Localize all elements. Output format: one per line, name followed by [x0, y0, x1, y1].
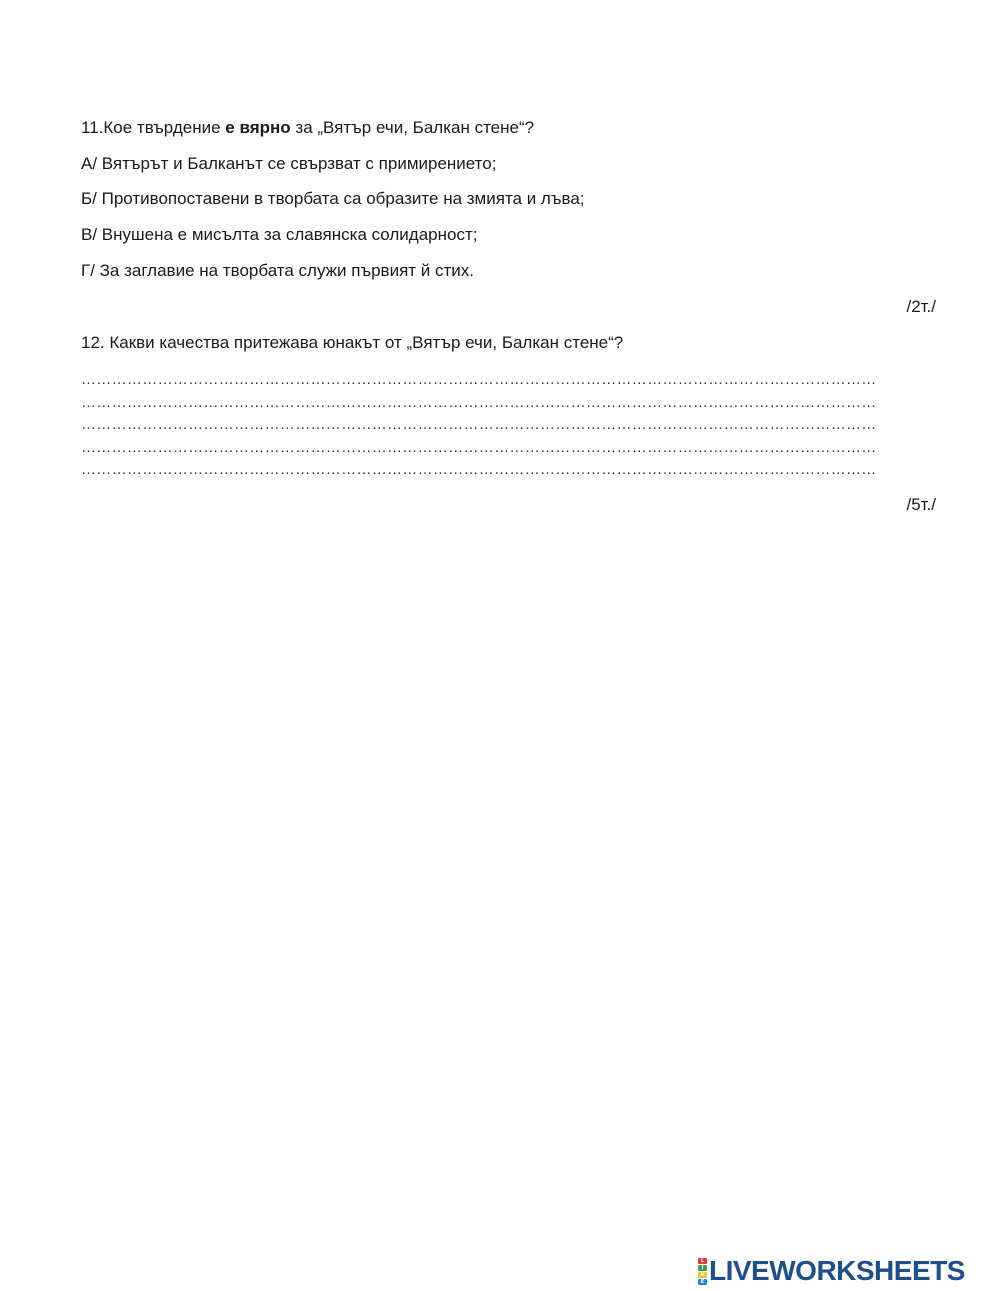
liveworksheets-logo	[698, 1256, 965, 1286]
answer-line-4[interactable]: …………………………………………………………………………………………………………………………………………	[81, 440, 877, 456]
answer-line-3[interactable]: …………………………………………………………………………………………………………………………………………	[81, 417, 877, 433]
answer-line-1[interactable]: …………………………………………………………………………………………………………………………………………	[81, 372, 877, 388]
answer-line-2[interactable]: …………………………………………………………………………………………………………………………………………	[81, 395, 877, 411]
option-c: В/ Внушена е мисълта за славянска солидарност;	[81, 225, 478, 244]
logo-block-i: I	[698, 1265, 707, 1271]
brand-wordmark: LIVEWORKSHEETS	[709, 1255, 965, 1286]
question-11-suffix: за „Вятър ечи, Балкан стене“?	[290, 118, 535, 137]
question-11-points: /2т./	[906, 297, 936, 316]
question-11-prefix: 11.Кое твърдение	[81, 118, 226, 137]
question-11-emphasis: е вярно	[225, 118, 291, 137]
logo-block-v: V	[698, 1272, 707, 1278]
option-a: А/ Вятърът и Балканът се свързват с примирението;	[81, 154, 497, 173]
logo-block-e: E	[698, 1279, 707, 1285]
question-12-points: /5т./	[906, 495, 936, 514]
logo-block-l: L	[698, 1258, 707, 1264]
option-b: Б/ Противопоставени в творбата са образите на змията и лъва;	[81, 189, 585, 208]
answer-line-5[interactable]: …………………………………………………………………………………………………………………………………………	[81, 462, 877, 478]
live-blocks-icon	[698, 1258, 707, 1285]
option-d: Г/ За заглавие на творбата служи първият й стих.	[81, 261, 475, 280]
question-11-text	[81, 118, 534, 138]
question-12-text: 12. Какви качества притежава юнакът от „Вятър ечи, Балкан стене“?	[81, 333, 624, 352]
